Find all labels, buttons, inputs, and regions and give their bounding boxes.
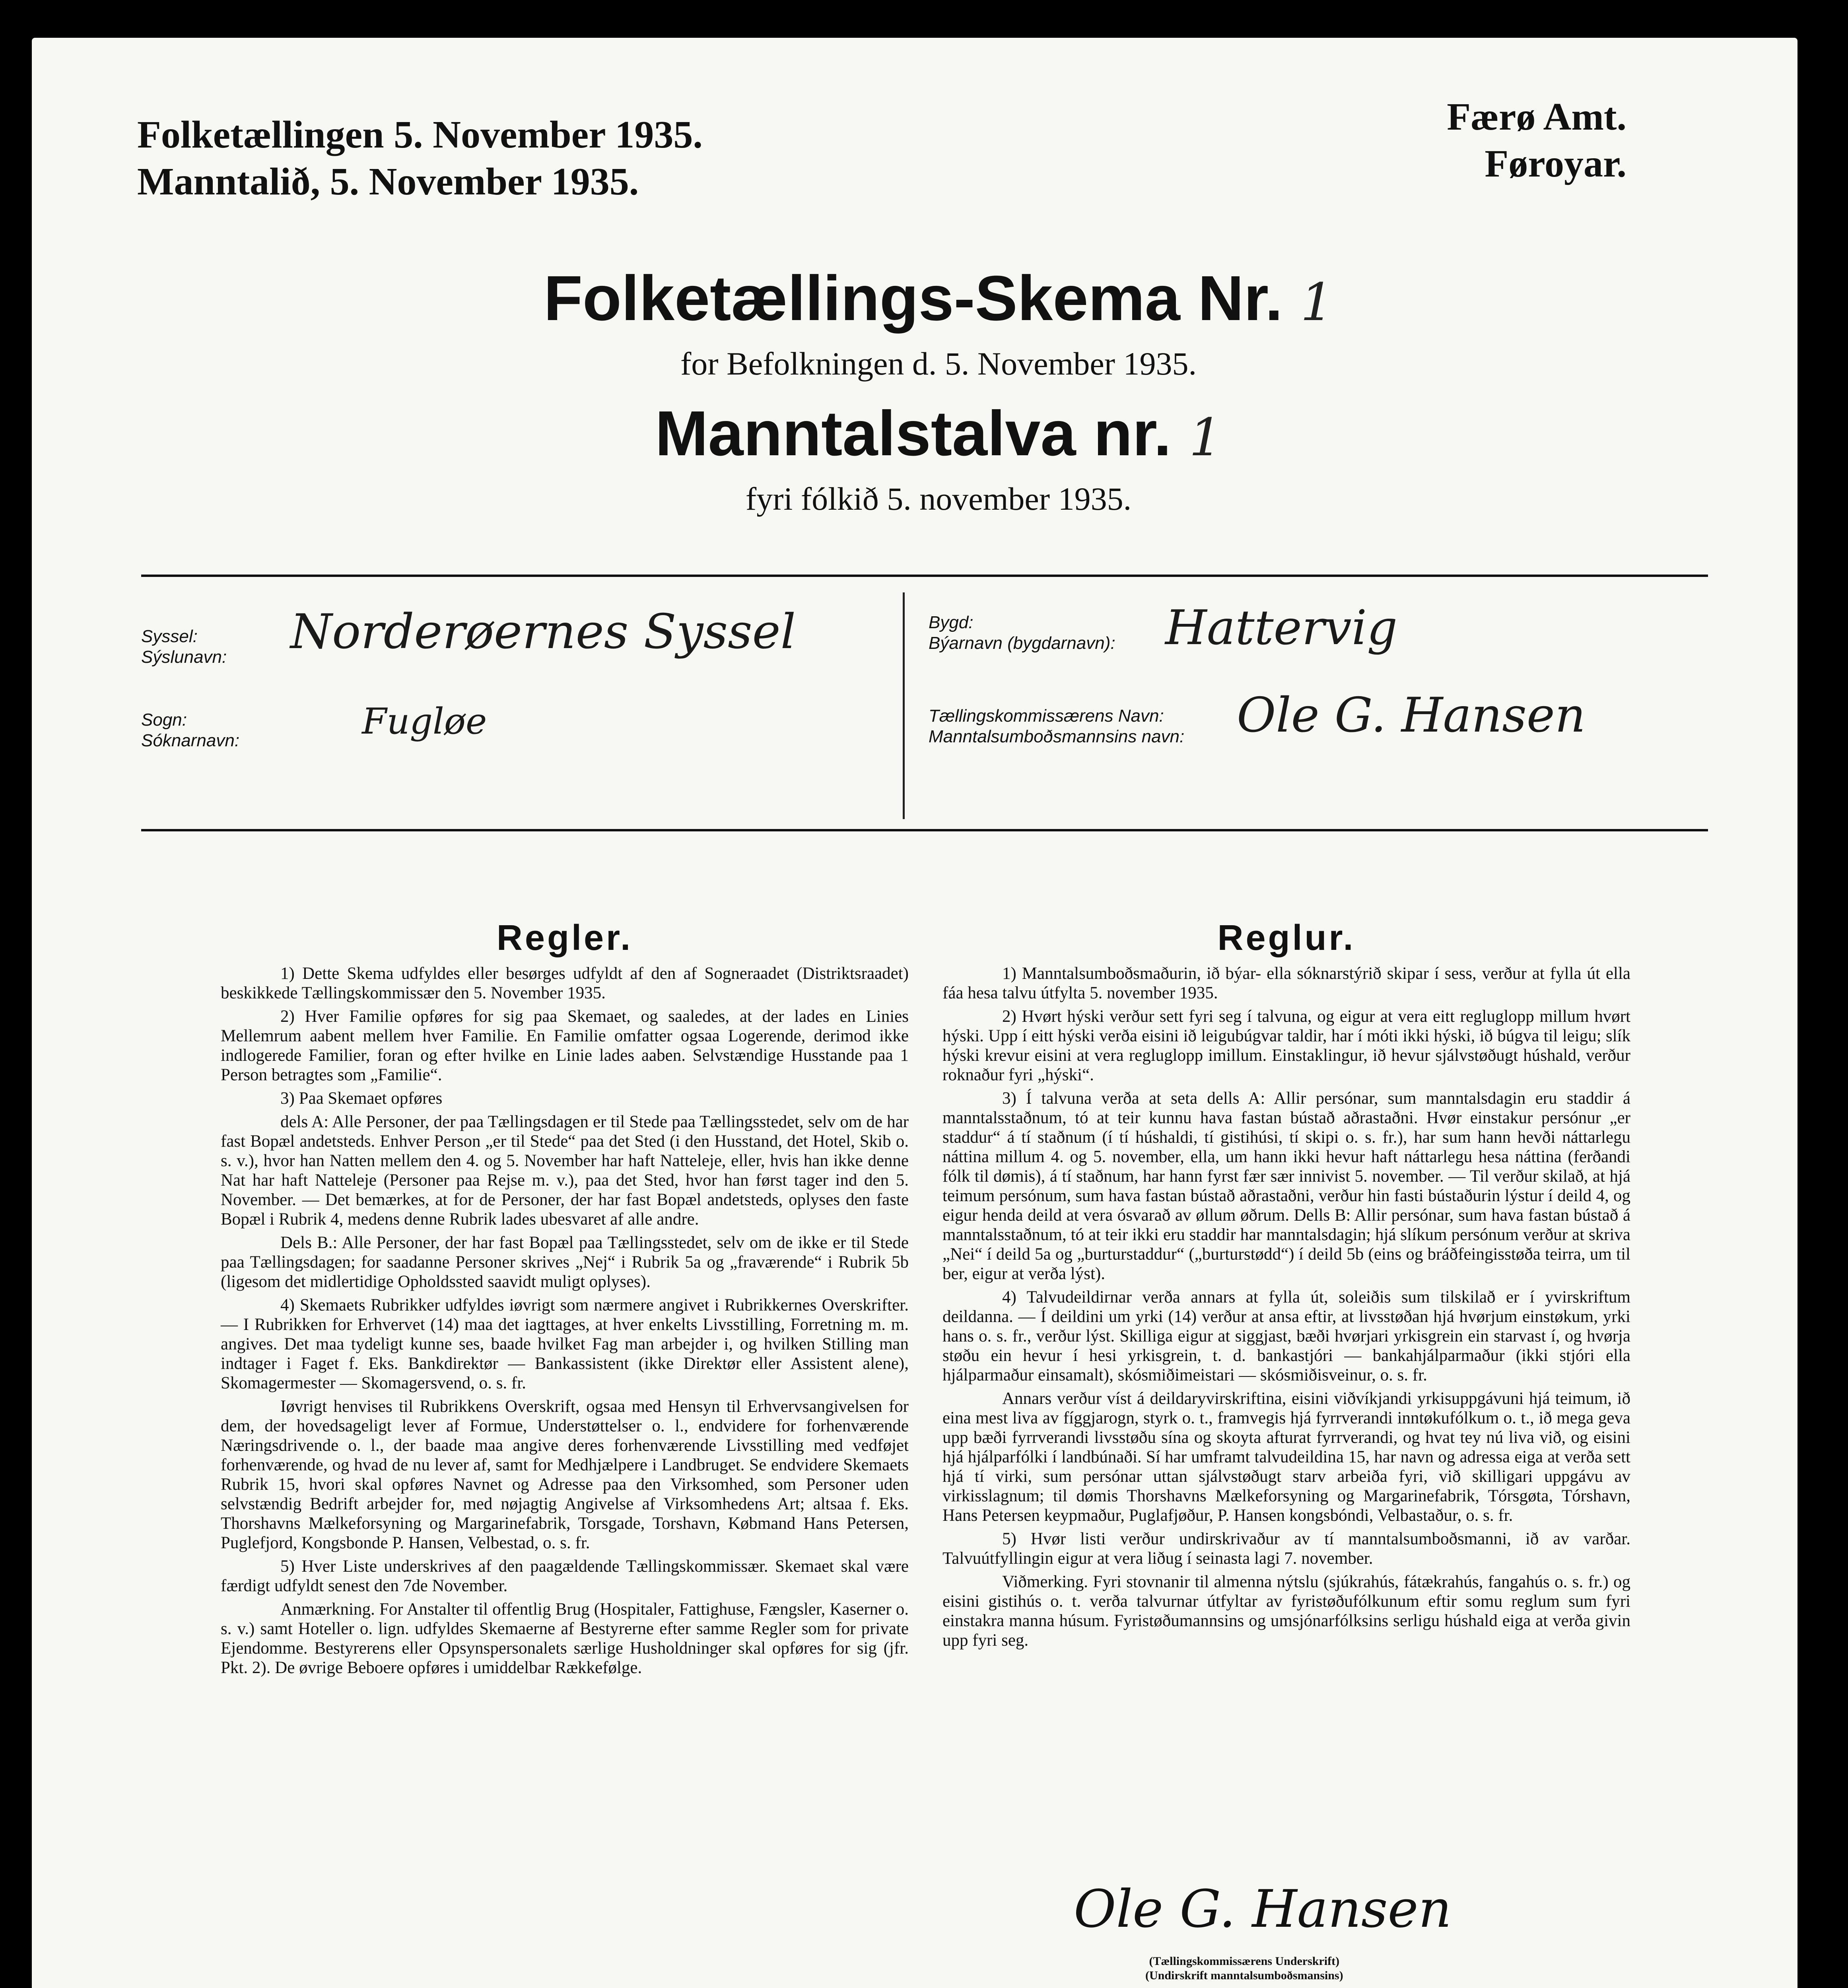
regler-heading: Regler. bbox=[496, 918, 633, 958]
regler-paragraph: Dels B.: Alle Personer, der har fast Bopæl paa Tællingsstedet, selv om de ikke er til Stede paa Tællingsdagen; for saadanne Personer skrives „Nej“ i Rubrik 5a og „fraværende“ i Rubrik 5b (ligesom det midlertidige Opholdssted saavidt muligt oplyses). bbox=[221, 1233, 909, 1291]
regler-paragraph: 3) Paa Skemaet opføres bbox=[280, 1089, 443, 1108]
syssel-label-da: Syssel: bbox=[141, 627, 198, 646]
bygd-label-da: Bygd: bbox=[929, 613, 974, 632]
regler-paragraph: 1) Dette Skema udfyldes eller besørges udfyldt af den af Sogneraadet (Distriktsraadet) beskikkede Tællingskommissær den 5. November 1935. bbox=[221, 964, 909, 1002]
manntal-title bbox=[32, 396, 1797, 475]
signature-caption bbox=[1145, 1954, 1343, 1983]
kommissaer-label-da: Tællingskommissærens Navn: bbox=[929, 706, 1164, 726]
reglur-paragraph: 5) Hvør listi verður undirskrivaður av tí manntalsumboðsmanni, ið av varðar. Talvuútfyllingin eigur at vera liðug í seinasta lagi 7. november. bbox=[942, 1530, 1630, 1568]
reglur-paragraph: 3) Í talvuna verða at seta dells A: Allir persónar, sum manntalsdagin eru staddir á manntalsstaðnum, tó at teir kunnu hava fastan bústað aðrastaðni. Hvør einstakur persónur „er staddur“ á tí staðnum (í tí húshaldi, tí gistihúsi, tí skipi o. s. fr.), har sum hann hevði náttarlegu náttina millum 4. og 5. november, ella, um hann ikki hevur haft náttarlegu hesa náttina (ferðandi fólk til dømis), á tí staðnum, har hann fyrst fær sær innivist 5. november. — Til verður skilað, at hjá teimum persónum, sum hava fastan bústað aðrastaðni, verður hin fasti bústaðurin lýstur í deild 4, og eigur henda deild at vera ósvarað av øllum øðrum. Dells B: Allir persónar, sum hava fastan bústað á manntalsstaðnum, tó at teir ikki eru staddir har manntalsdagin; hjá slíkum persónum verður at skriva „Nei“ í deild 5a og „burturstaddur“ („burturstødd“) í deild 5b (eins og bráðfeingisstøða teirra, um til ber, eigur at verða lýst). bbox=[942, 1089, 1630, 1283]
regler-paragraph: Iøvrigt henvises til Rubrikkens Overskrift, ogsaa med Hensyn til Erhvervsangivelsen for dem, der hovedsageligt lever af Formue, Understøttelser o. l., endvidere for forhenværende Næringsdrivende o. l., der baade maa angive deres forhenværende Livsstilling med vedføjet forhenværende, og hvad de nu lever af, samt for Medhjælpere i Landbruget. Se endvidere Skemaets Rubrik 15, hvori skal opføres Navnet og Adresse paa den Virksomhed, som Personer uden selvstændig Bedrift arbejder for, med nøjagtig Angivelse af Virksomhedens Art; altsaa f. Eks. Thorshavns Mælkeforsyning og Margarinefabrik, Torsgade, Torshavn, Købmand Hans Petersen, Puglefjord, Kongsbonde P. Hansen, Velbestad, o. s. fr. bbox=[221, 1397, 909, 1552]
reglur-paragraph: Annars verður víst á deildaryvirskriftina, eisini viðvíkjandi yrkisuppgávuni hjá teimum, ið eina mest liva av fíggjarogn, styrk o. t., framvegis hjá fyrrverandi inntøkufólkum o. t., ið mega geva upp bæði fyrrverandi livsstøðu sína og skoyta afturat fyrrverandi, og hvat tey nú liva við, og eisini hjá hjálparfólki í landbúnaði. Sí har umframt talvudeildina 15, har navn og adressa eiga at verða sett hjá tí virki, sum persónar uttan sjálvstøðugt starv arbeiða fyri, við skilligari uppgávu av virkisslagnum; til dømis Thorshavns Mælkeforsyning og Margarinefabrik, Tórsgøta, Tórshavn, Hans Petersen keypmaður, Puglafjøður, P. Hansen kongsbóndi, Velbastaður, o. s. fr. bbox=[942, 1389, 1630, 1525]
regler-anmaerkning: Anmærkning. For Anstalter til offentlig Brug (Hospitaler, Fattighuse, Fængsler, Kaserner o. s. v.) samt Hoteller o. lign. udfyldes Skemaerne af Bestyrerne efter samme Regler som for private Ejendomme. Bestyrerens eller Opsynspersonalets særlige Husholdninger skal opføres for sig (jfr. Pkt. 2). De øvrige Beboere opføres i umiddelbar Rækkefølge. bbox=[221, 1600, 909, 1677]
syssel-value: Norderøernes Syssel bbox=[290, 604, 796, 660]
regler-paragraph: 2) Hver Familie opføres for sig paa Skemaet, og saaledes, at der lades en Linies Mellemrum aabent mellem hver Familie. En Familie omfatter ogsaa Logerende, derimod ikke indlogerede Familier, foran og efter hvilke en Linie lades aaben. Selvstændige Husstande paa 1 Person betragtes som „Familie“. bbox=[221, 1007, 909, 1084]
bygd-label-fo: Býarnavn (bygdarnavn): bbox=[929, 633, 1115, 653]
sogn-label-da: Sogn: bbox=[141, 710, 187, 730]
bottom-rule bbox=[141, 829, 1708, 831]
reglur-paragraph: 1) Manntalsumboðsmaðurin, ið býar- ella sóknarstýrið skipar í sess, verður at fylla út ella fáa hesa talvu útfylta 5. november 1935. bbox=[942, 964, 1630, 1002]
sogn-label bbox=[141, 710, 239, 751]
title-block bbox=[32, 260, 1797, 523]
header-right-line2: Føroyar. bbox=[1485, 142, 1626, 185]
syssel-label bbox=[141, 626, 227, 668]
kommissaer-label-fo: Manntalsumboðsmannsins navn: bbox=[929, 727, 1185, 746]
manntal-title-text: Manntalstalva nr. bbox=[655, 398, 1172, 469]
sogn-label-fo: Sóknarnavn: bbox=[141, 731, 240, 750]
signature: Ole G. Hansen bbox=[1074, 1879, 1452, 1939]
signature-caption-da: (Tællingskommissærens Underskrift) bbox=[1149, 1955, 1340, 1968]
syssel-label-fo: Sýslunavn: bbox=[141, 647, 227, 667]
reglur-column bbox=[942, 918, 1630, 1654]
kommissaer-label bbox=[929, 706, 1184, 747]
header-left bbox=[137, 111, 703, 205]
reglur-vidmerking: Viðmerking. Fyri stovnanir til almenna nýtslu (sjúkrahús, fátækrahús, fangahús o. s. fr.) og eisini gistihús o. t. verða talvurnar útfyltar av fyristøðufólkunum eftir somu reglum sum fyri einstakra manna húsum. Fyristøðumannsins og umsjónarfólksins serligu húshald eiga at verða givin upp fyri seg. bbox=[942, 1573, 1630, 1650]
reglur-heading: Reglur. bbox=[1217, 918, 1356, 958]
field-divider bbox=[903, 592, 905, 819]
regler-paragraph: 4) Skemaets Rubrikker udfyldes iøvrigt som nærmere angivet i Rubrikkernes Overskrifter. — I Rubrikken for Erhvervet (14) maa det iagttages, at hver enkelts Livsstilling, Forretning m. m. angives. Det maa tydeligt kunne ses, baade hvilket Fag man arbejder i, og hvilken Stilling man indtager i Faget f. Eks. Bankdirektør — Bankassistent (ikke Direktør eller Assistent alene), Skomagermester — Skomagersvend, o. s. fr. bbox=[221, 1296, 909, 1392]
reglur-paragraph: 4) Talvudeildirnar verða annars at fylla út, soleiðis sum tilskilað er í yvirskriftum deildanna. — Í deildini um yrki (14) verður at ansa eftir, at livsstøðan hjá hvørjum einstøkum, yrki hans o. s. fr., verður lýst. Skilliga eigur at siggjast, bæði hvørjari yrkisgrein ein starvast í, og hvørja støðu ein hevur í hesi yrkisgrein, t. d. bankastjóri — bankahjálparmaður (ikki stjóri ella hjálparmaður einsamalt), skósmiðimeistari — skósmiðisveinur, o. s. fr. bbox=[942, 1288, 1630, 1384]
regler-paragraph: dels A: Alle Personer, der paa Tællingsdagen er til Stede paa Tællingsstedet, selv om de har fast Bopæl andetsteds. Enhver Person „er til Stede“ paa det Sted (i den Husstand, det Hotel, Skib o. s. v.), hvor han Natten mellem den 4. og 5. November har haft Natteleje, eller, hvis han ikke denne Nat har haft Natteleje (Personer paa Rejse m. v.), paa det Sted, hvor han først tager ind den 5. November. — Det bemærkes, at for de Personer, der har fast Bopæl andetsteds, oplyses den faste Bopæl i Rubrik 4, medens denne Rubrik lades ubesvaret af alle andre. bbox=[221, 1112, 909, 1229]
manntal-number: 1 bbox=[1189, 407, 1222, 468]
manntal-subtitle: fyri fólkið 5. november 1935. bbox=[745, 481, 1132, 517]
reglur-paragraph: 2) Hvørt hýski verður sett fyri seg í talvuna, og eigur at vera eitt regluglopp millum hvørt hýski. Upp í eitt hýski verða eisini ið leigubúgvar taldir, har í móti ikki hýski, ið búgva til leigu; slík hýski krevur eisini at vera regluglopp imillum. Einstaklingur, ið hevur sjálvstøðugt húshald, verður roknaður fyri „hýski“. bbox=[942, 1007, 1630, 1084]
header-left-line2: Manntalið, 5. November 1935. bbox=[137, 160, 639, 203]
header-left-line1: Folketællingen 5. November 1935. bbox=[137, 113, 703, 156]
census-form-page bbox=[32, 38, 1797, 1988]
top-rule bbox=[141, 575, 1708, 577]
skema-title bbox=[32, 260, 1797, 340]
header-right bbox=[1447, 93, 1626, 187]
header-right-line1: Færø Amt. bbox=[1447, 95, 1626, 138]
skema-number: 1 bbox=[1300, 272, 1333, 332]
bygd-value: Hattervig bbox=[1165, 600, 1398, 656]
bygd-label bbox=[929, 612, 1115, 654]
kommissaer-value: Ole G. Hansen bbox=[1237, 688, 1586, 743]
skema-subtitle: for Befolkningen d. 5. November 1935. bbox=[680, 346, 1197, 382]
sogn-value: Fugløe bbox=[362, 701, 487, 742]
regler-paragraph: 5) Hver Liste underskrives af den paagældende Tællingskommissær. Skemaet skal være færdigt udfyldt senest den 7de November. bbox=[221, 1557, 909, 1595]
regler-column bbox=[221, 918, 909, 1681]
skema-title-text: Folketællings-Skema Nr. bbox=[544, 262, 1283, 334]
signature-caption-fo: (Undirskrift manntalsumboðsmansins) bbox=[1145, 1969, 1343, 1982]
